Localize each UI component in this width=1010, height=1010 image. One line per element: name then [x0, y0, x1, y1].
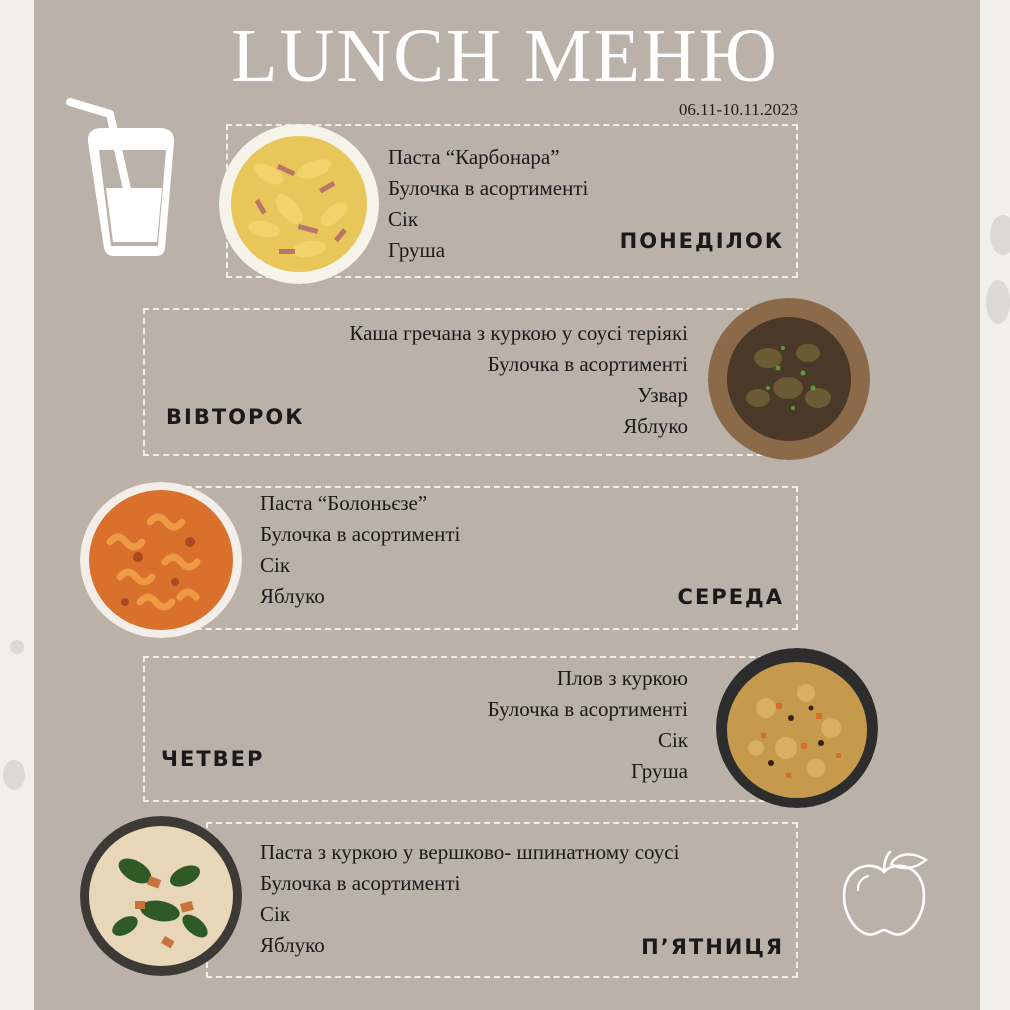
buckwheat-chicken-photo — [708, 298, 870, 460]
menu-item: Паста з куркою у вершково- шпинатному соусі — [260, 840, 680, 864]
day-label-thursday: ЧЕТВЕР — [161, 747, 265, 771]
pilaf-photo — [716, 648, 878, 808]
menu-item: Булочка в асортименті — [388, 176, 589, 200]
day-label-monday: ПОНЕДІЛОК — [619, 229, 784, 253]
menu-item: Плов з куркою — [556, 666, 688, 690]
menu-item: Груша — [388, 238, 446, 262]
menu-item: Булочка в асортименті — [487, 697, 688, 721]
juice-glass-icon — [62, 96, 182, 256]
menu-item: Яблуко — [260, 933, 325, 957]
menu-item: Сік — [260, 553, 291, 577]
carbonara-photo — [219, 124, 379, 284]
date-range: 06.11-10.11.2023 — [678, 100, 798, 119]
menu-item: Сік — [260, 902, 291, 926]
thursday-items — [350, 663, 688, 787]
wednesday-items — [260, 488, 590, 612]
menu-item: Каша гречана з куркою у соусі теріякі — [349, 321, 688, 345]
paint-splatter — [3, 760, 25, 790]
menu-item: Узвар — [637, 383, 688, 407]
bolognese-photo — [80, 482, 242, 638]
paint-splatter — [986, 280, 1010, 324]
day-label-friday: П’ЯТНИЦЯ — [641, 935, 784, 959]
menu-item: Сік — [657, 728, 688, 752]
spinach-pasta-photo — [80, 816, 242, 976]
menu-item: Паста “Болоньєзе” — [260, 491, 428, 515]
menu-item: Груша — [630, 759, 688, 783]
menu-item: Булочка в асортименті — [260, 871, 461, 895]
menu-item: Яблуко — [260, 584, 325, 608]
day-label-tuesday: ВІВТОРОК — [166, 405, 305, 429]
menu-item: Яблуко — [623, 414, 688, 438]
paint-splatter — [10, 640, 24, 654]
apple-icon — [834, 846, 934, 942]
menu-item: Булочка в асортименті — [260, 522, 461, 546]
day-label-wednesday: СЕРЕДА — [677, 585, 784, 609]
menu-item: Булочка в асортименті — [487, 352, 688, 376]
menu-item: Паста “Карбонара” — [388, 145, 560, 169]
paint-splatter — [990, 215, 1010, 255]
page-title: LUNCH МЕНЮ — [231, 14, 779, 98]
menu-item: Сік — [388, 207, 419, 231]
